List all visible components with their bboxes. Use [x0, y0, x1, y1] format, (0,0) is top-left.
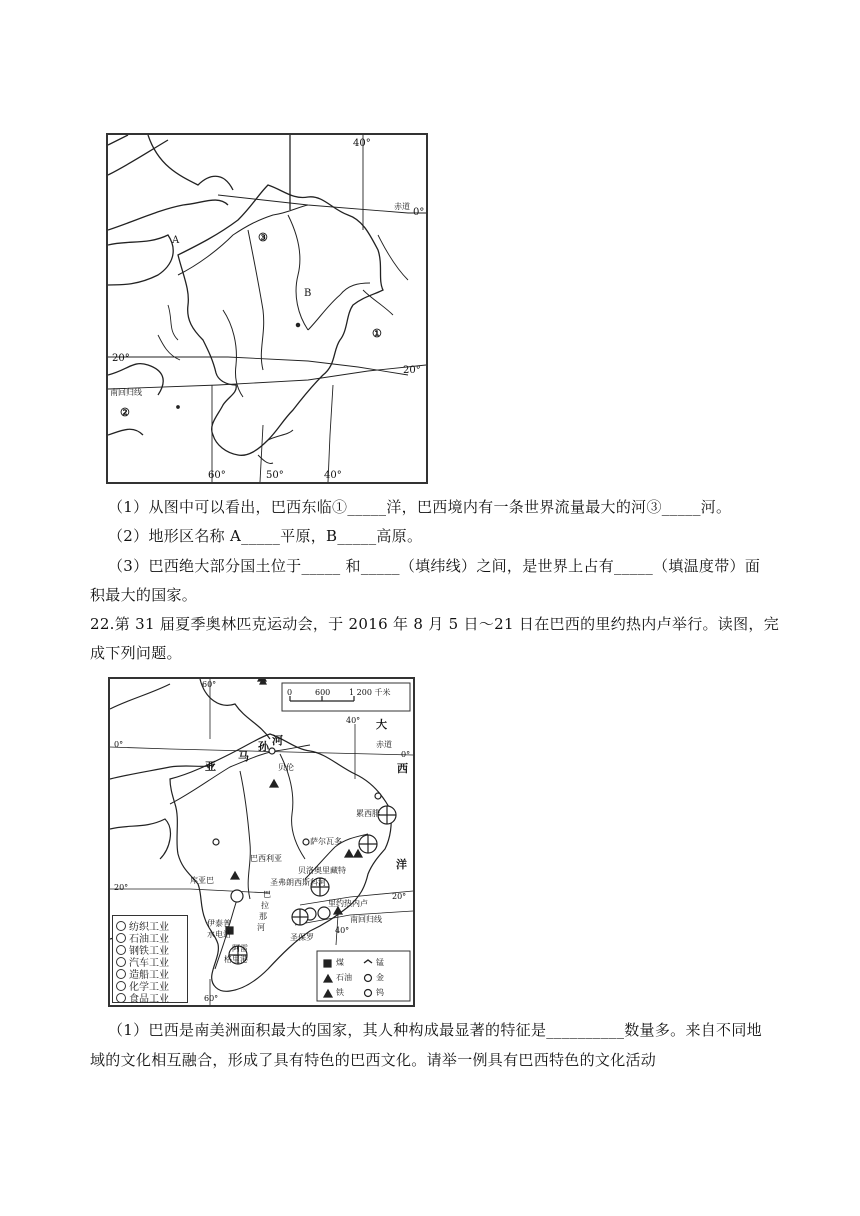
food-icon — [116, 993, 126, 1003]
city-belo: 贝洛奥里藏特 — [298, 866, 346, 875]
lat-20-left: 20° — [114, 883, 129, 892]
q21-part1: （1）从图中可以看出，巴西东临①_____洋，巴西境内有一条世界流量最大的河③_____河。 — [108, 498, 732, 516]
legend-auto: 汽车工业 — [116, 954, 169, 969]
tropic-label: 南回归线 — [110, 388, 142, 397]
q21-part2: （2）地形区名称 A_____平原，B_____高原。 — [108, 527, 423, 545]
itaipu-1: 伊泰普 — [207, 919, 231, 928]
q22-intro-line1: 22.第 31 届夏季奥林匹克运动会，于 2016 年 8 月 5 日～21 日在巴西的里约热内卢举行。读图，完 — [90, 615, 780, 633]
ocean-xi: 西 — [397, 762, 408, 775]
city-cuiaba: 库亚巴 — [190, 876, 214, 885]
city-salvador: 萨尔瓦多 — [310, 837, 342, 846]
legend-iron: 铁 — [336, 988, 344, 997]
q22-part1-cont: 域的文化相互融合，形成了具有特色的巴西文化。请举一例具有巴西特色的文化活动 — [90, 1051, 657, 1069]
lon-60-bottom: 60° — [204, 994, 219, 1003]
lon-40-bottom: 40° — [335, 926, 350, 935]
q21-part3: （3）巴西绝大部分国土位于_____ 和_____（填纬线）之间，是世界上占有_____（填温度带）面 — [108, 557, 761, 575]
brazil-map-1-drawing — [108, 135, 426, 482]
city-brasilia: 巴西利亚 — [250, 854, 282, 863]
city-rio: 里约热内卢 — [328, 899, 368, 908]
sanfrancisco-river: 圣弗朗西斯科河 — [270, 878, 326, 887]
scale-600: 600 — [315, 688, 331, 697]
label-3: ③ — [258, 231, 268, 244]
q22-intro-line2: 成下列问题。 — [90, 644, 182, 662]
ocean-yang: 洋 — [396, 858, 407, 871]
parana-1: 巴 — [263, 890, 271, 899]
river-ma: 马 — [238, 750, 249, 763]
portoalegre-1: 阿雷 — [232, 944, 248, 953]
legend-food: 食品工业 — [116, 990, 169, 1005]
q22-part1: （1）巴西是南美洲面积最大的国家，其人种构成最显著的特征是__________数量多。来自不同地 — [108, 1021, 762, 1039]
equator-degree: 0° — [413, 207, 425, 218]
brazil-map-1 — [106, 133, 428, 484]
legend-textile: 纺织工业 — [116, 918, 169, 933]
label-1: ① — [372, 327, 382, 340]
legend-chemical: 化学工业 — [116, 978, 169, 993]
q21-part3-cont: 积最大的国家。 — [90, 586, 198, 604]
equator-label: 赤道 — [394, 202, 410, 211]
label-b: B — [304, 288, 312, 299]
lon-40-bottom: 40° — [324, 470, 342, 481]
lon-60-top: 60° — [202, 680, 217, 689]
label-2: ② — [120, 406, 130, 419]
legend-petroleum: 石油工业 — [116, 930, 169, 945]
equator-label-2: 赤道 — [376, 740, 392, 749]
lon-40-label: 40° — [353, 138, 371, 149]
legend-oil: 石油 — [336, 973, 352, 982]
legend-tungsten: 钨 — [376, 988, 384, 997]
equator-deg-left: 0° — [114, 740, 124, 749]
legend-coal: 煤 — [336, 958, 344, 967]
legend-steel: 钢铁工业 — [116, 942, 169, 957]
parana-3: 那 — [259, 912, 267, 921]
city-saopaulo: 圣保罗 — [290, 933, 314, 942]
scale-zero: 0 — [287, 688, 293, 697]
lon-50-bottom: 50° — [266, 470, 284, 481]
river-he: 河 — [272, 734, 283, 747]
legend-gold: 金 — [376, 973, 384, 982]
river-ya: 亚 — [205, 760, 216, 773]
brazil-map-2 — [108, 677, 415, 1007]
parana-2: 拉 — [261, 901, 269, 910]
lon-60-bottom: 60° — [208, 470, 226, 481]
ocean-da: 大 — [376, 718, 387, 731]
scale-1200: 1 200 千米 — [349, 688, 391, 697]
tropic-label-2: 南回归线 — [350, 915, 382, 924]
lon-40-top: 40° — [346, 716, 361, 725]
label-a: A — [172, 235, 180, 246]
lat-20-right: 20° — [392, 892, 407, 901]
itaipu-2: 水电站 — [207, 930, 231, 939]
lat-20-right: 20° — [403, 365, 421, 376]
river-sun: 孙 — [258, 740, 269, 753]
city-recife: 累西腓 — [356, 809, 380, 818]
city-belem: 贝伦 — [278, 763, 294, 772]
parana-4: 河 — [257, 923, 265, 932]
industry-legend — [112, 915, 188, 1003]
lat-20-left: 20° — [112, 353, 130, 364]
legend-manganese: 锰 — [376, 958, 384, 967]
portoalegre-2: 格里港 — [224, 955, 248, 964]
equator-deg-right: 0° — [401, 750, 411, 759]
legend-shipbuilding: 造船工业 — [116, 966, 169, 981]
